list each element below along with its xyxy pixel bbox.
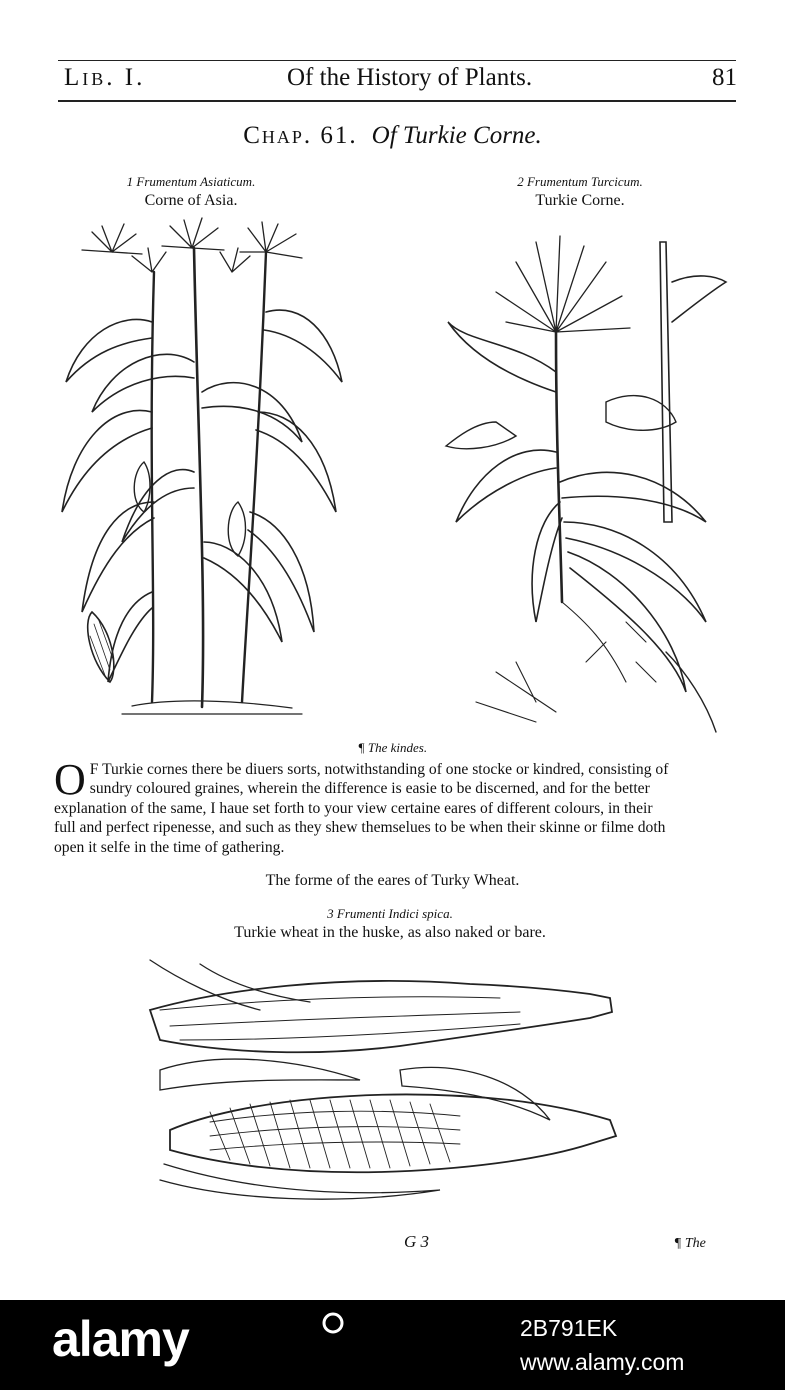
body-line: full and perfect ripenesse, and such as they shew themselues to be when their skinne or filme doth [54, 819, 666, 837]
body-paragraph [54, 755, 734, 857]
woodcut-turkie-corne [436, 222, 736, 738]
signature-mark: G 3 [404, 1232, 430, 1251]
woodcut-ears-of-turky-wheat [140, 950, 630, 1220]
body-line: sundry coloured graines, wherein the difference is easie to be discerned, and for the better [89, 780, 650, 798]
watermark-image-id: 2B791EK [520, 1315, 618, 1341]
figure-latin-name: 1 Frumentum Asiaticum. [126, 174, 256, 189]
body-line: F Turkie cornes there be diuers sorts, notwithstanding of one stocke or kindred, consisting of [89, 761, 669, 778]
watermark-brand: alamy [52, 1311, 189, 1367]
figure-english-name: Turkie Corne. [535, 192, 625, 209]
body-line: explanation of the same, I haue set forth to your view certaine eares of different colours, in their [54, 799, 653, 817]
page-number: 81 [712, 64, 737, 91]
watermark-url: www.alamy.com [520, 1349, 685, 1375]
header-rule-top [58, 60, 736, 61]
section-heading: ¶ The kindes. [357, 740, 428, 755]
chapter-title: Of Turkie Corne. [371, 122, 542, 149]
body-line: open it selfe in the time of gathering. [54, 838, 285, 856]
figure-caption-2 [480, 172, 680, 210]
catchword: ¶ The [674, 1236, 706, 1251]
figure-latin-name: 2 Frumentum Turcicum. [517, 174, 643, 189]
drop-cap: O [54, 755, 86, 804]
figure-english-name: Turkie wheat in the huske, as also naked or bare. [234, 924, 546, 941]
header-rule-bottom [58, 100, 736, 102]
forme-caption: The forme of the eares of Turky Wheat. [265, 872, 520, 889]
chapter-number: Chap. 61. [243, 122, 358, 149]
figure-english-name: Corne of Asia. [144, 192, 238, 209]
figure-latin-name: 3 Frumenti Indici spica. [327, 906, 453, 921]
running-head-section: Lib. I. [64, 64, 146, 91]
chapter-heading [0, 122, 785, 150]
alamy-logo-icon [322, 1312, 344, 1334]
figure-caption-1 [86, 172, 296, 210]
woodcut-corne-of-asia [52, 212, 348, 724]
running-head-title: Of the History of Plants. [287, 64, 533, 91]
figure-caption-3 [140, 904, 640, 942]
